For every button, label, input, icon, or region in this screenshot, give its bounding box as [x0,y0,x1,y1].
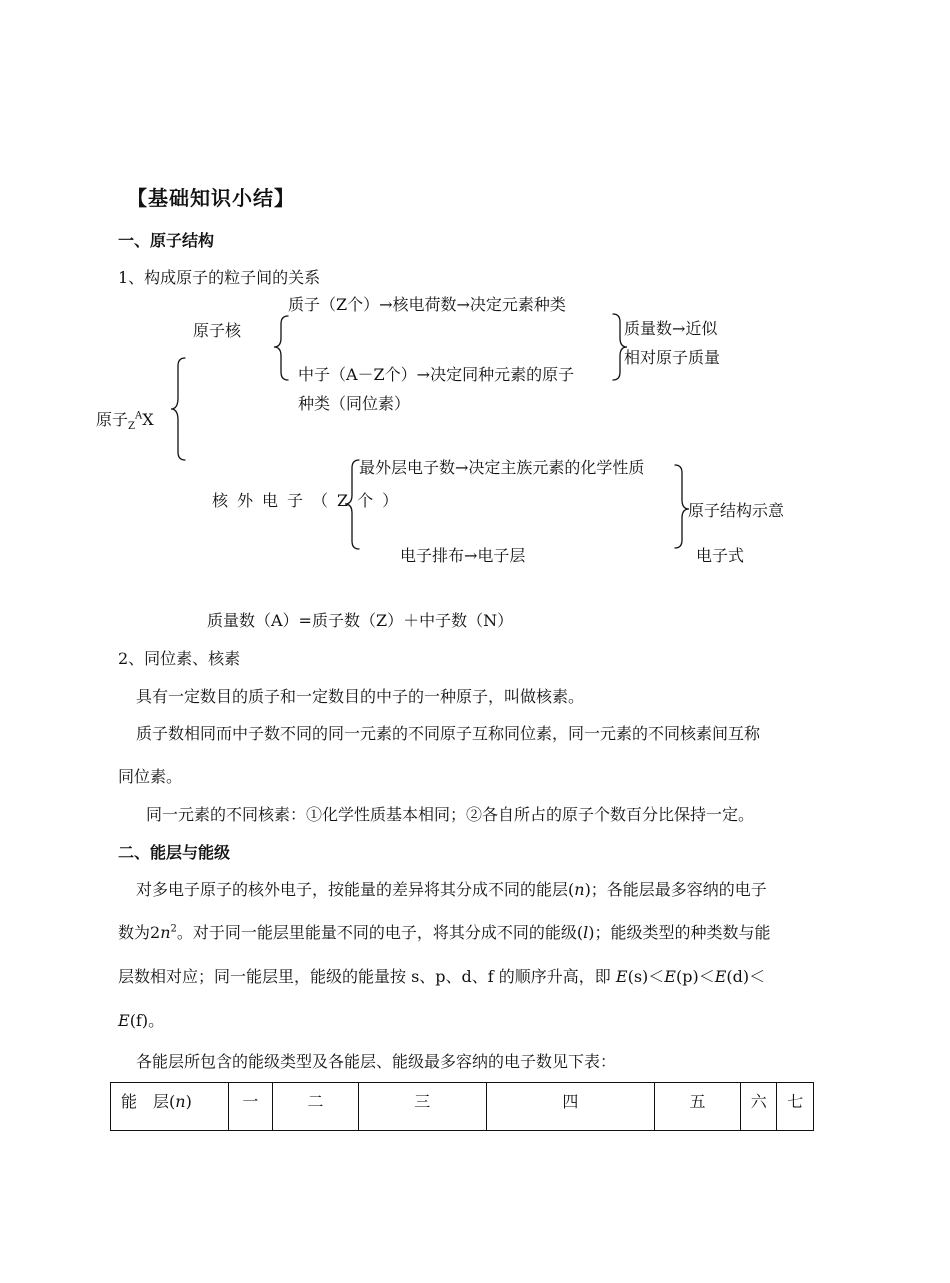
energy-level-table [110,1082,814,1131]
neutron-line-cont: 种类（同位素） [298,394,411,413]
section-heading-atomic-structure: 一、原子结构 [118,231,215,250]
page-title: 【基础知识小结】 [127,186,295,210]
structure-brace [675,465,689,548]
table-cell: 五 [655,1083,741,1131]
mass-number-formula: 质量数（A）=质子数（Z）＋中子数（N） [207,611,514,630]
structure-diagram-line: 原子结构示意 [688,501,785,520]
electron-formula-line: 电子式 [696,546,745,565]
nucleus-brace [274,316,288,380]
electrons-brace [345,460,359,549]
energy-para-line-1: 对多电子原子的核外电子，按能量的差异将其分成不同的能层(n)；各能层最多容纳的电子 [136,880,767,899]
table-cell: 四 [486,1083,654,1131]
mass-brace [613,314,627,380]
energy-para-line-2: 数为$2n^2$。对于同一能层里能量不同的电子，将其分成不同的能级(l)；能级类型的种类数与能 [118,923,771,942]
table-row [111,1083,814,1131]
table-cell: 一 [228,1083,272,1131]
subheading-particle-relations: 1、构成原子的粒子间的关系 [118,268,321,287]
neutron-line: 中子（A－Z个）→决定同种元素的原子 [298,365,575,384]
subheading-isotopes: 2、同位素、核素 [118,649,241,668]
electrons-label: 核外电子（Z个） [212,491,408,510]
energy-para-line-3: 层数相对应；同一能层里，能级的能量按 s、p、d、f 的顺序升高，即 E(s)＜E(p)＜E(d)＜ [118,967,766,986]
table-intro: 各能层所包含的能级类型及各能层、能级最多容纳的电子数见下表： [136,1052,617,1071]
atom-label: 原子$_Z^A$X [96,410,154,433]
isotope-definition-cont: 同位素。 [118,767,183,786]
relative-atomic-mass-line: 相对原子质量 [624,348,721,367]
table-cell: 三 [358,1083,486,1131]
table-cell: 二 [272,1083,358,1131]
electron-arrangement-line: 电子排布→电子层 [400,546,526,565]
nuclide-definition: 具有一定数目的质子和一定数目的中子的一种原子，叫做核素。 [136,687,585,706]
section-heading-energy-levels: 二、能层与能级 [118,843,231,862]
table-cell: 七 [777,1083,814,1131]
mass-number-line: 质量数→近似 [624,319,718,338]
atom-brace [171,358,185,460]
nuclide-properties: 同一元素的不同核素：①化学性质基本相同；②各自所占的原子个数百分比保持一定。 [146,805,755,824]
proton-line: 质子（Z个）→核电荷数→决定元素种类 [288,295,566,314]
energy-para-line-4: E(f)。 [118,1011,165,1030]
table-cell: 六 [741,1083,777,1131]
outer-electrons-line: 最外层电子数→决定主族元素的化学性质 [359,458,645,477]
isotope-definition: 质子数相同而中子数不同的同一元素的不同原子互称同位素，同一元素的不同核素间互称 [136,724,761,743]
table-header-energy-level: 能 层(n) [111,1083,229,1131]
nucleus-label: 原子核 [193,321,242,340]
